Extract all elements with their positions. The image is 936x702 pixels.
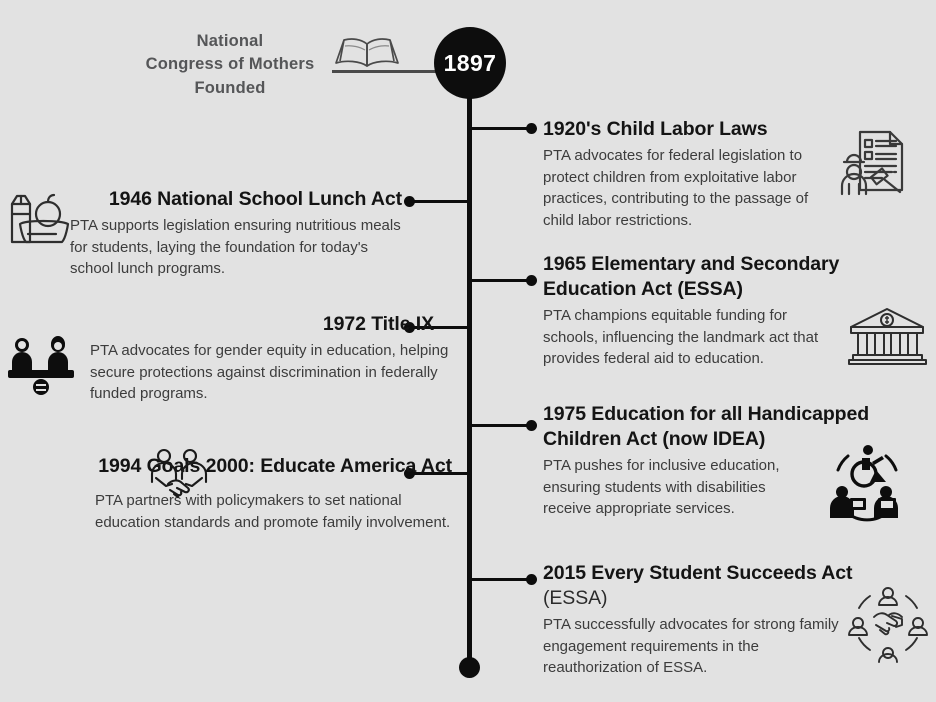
timeline-entry-2015 [543,561,873,679]
entry-title-1975: 1975 Education for all Handicapped Children Act (now IDEA) [543,403,870,450]
entry-title-1920: 1920's Child Labor Laws [543,118,768,140]
header-label-line-3: Founded [194,78,266,97]
start-year-badge [434,27,506,99]
open-book-icon [334,36,400,70]
connector-dot-1946 [404,196,415,207]
gender-equality-balance-icon [6,332,76,394]
header-label [130,30,330,100]
entry-title-1994: 1994 Goals 2000: Educate America Act [98,455,452,477]
entry-title-1965: 1965 Elementary and Secondary Education Act (ESSA) [543,253,840,300]
connector-dot-1920 [526,123,537,134]
connector-1946 [412,200,470,203]
header-label-line-2: Congress of Mothers [145,55,315,74]
entry-body-1965: PTA champions equitable funding for schools, influencing the landmark act that provides federal aid to education. [543,306,819,368]
handshake-two-people-icon [148,448,210,500]
entry-body-1920: PTA advocates for federal legislation to protect children from exploitative labor practices, contributing to the passage of child labor restrictions. [543,146,809,230]
start-year-label: 1897 [443,49,497,76]
timeline-end-dot [459,657,480,678]
connector-dot-1975 [526,420,537,431]
entry-body-1975: PTA pushes for inclusive education, ensuring students with disabilities receive appropriate services. [543,456,780,518]
entry-title-2015-main: 2015 Every Student Succeeds Act [543,562,853,584]
connector-1975 [470,424,530,427]
timeline-entry-1972 [80,312,452,405]
bank-building-dollar-icon [845,307,929,365]
connector-1920 [470,127,530,130]
timeline-entry-1965 [543,252,888,370]
document-gavel-child-worker-icon [838,128,908,196]
connector-dot-2015 [526,574,537,585]
entry-body-1994: PTA partners with policymakers to set national education standards and promote family involvement. [95,492,451,531]
connector-1965 [470,279,530,282]
timeline-entry-1946 [70,187,402,280]
header-label-line-1: National [196,32,264,50]
lunch-tray-apple-milk-icon [4,190,74,250]
timeline-entry-1920 [543,117,833,232]
entry-body-1946: PTA supports legislation ensuring nutritious meals for students, laying the foundation for today's school lunch programs. [70,216,401,278]
entry-title-1946: 1946 National School Lunch Act [108,188,402,210]
entry-body-2015: PTA successfully advocates for strong family engagement requirements in the reauthorization of ESSA. [543,615,839,677]
entry-title-2015-suffix: (ESSA) [543,586,608,609]
entry-body-1972: PTA advocates for gender equity in education, helping secure protections against discrimination in federally funded programs. [90,341,449,403]
connector-2015 [470,578,530,581]
community-handshake-circle-icon [848,583,928,663]
entry-title-2015 [543,561,873,611]
wheelchair-inclusive-students-icon [824,444,910,522]
entry-title-1972: 1972 Title IX [322,313,434,335]
timeline-spine [467,60,472,668]
connector-dot-1965 [526,275,537,286]
